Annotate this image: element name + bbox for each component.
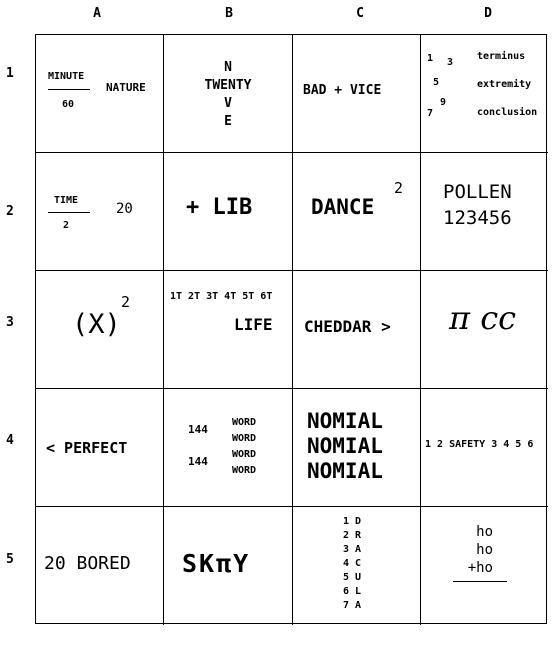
cell-c4[interactable] (293, 389, 421, 507)
cell-c1[interactable] (293, 35, 421, 153)
fraction-bar (48, 89, 90, 90)
number-text: 144 (188, 455, 208, 468)
sum-line: ho (476, 524, 493, 540)
column-header-b: B (225, 6, 233, 21)
cell-c3[interactable] (293, 271, 421, 389)
word-item: WORD (232, 433, 257, 444)
cell-a1[interactable] (36, 35, 164, 153)
line-item: NOMIAL (307, 434, 383, 458)
line-item: NOMIAL (307, 459, 383, 483)
numerator-text: MINUTE (48, 71, 85, 82)
acrostic-row: 5 U (343, 572, 362, 583)
acrostic-row: 3 A (343, 544, 362, 555)
word-item: WORD (232, 449, 257, 460)
numerator-text: TIME (54, 195, 79, 206)
line-list (307, 409, 383, 484)
cell-b1[interactable] (164, 35, 293, 153)
cell-a2[interactable] (36, 153, 164, 271)
word-text: LIFE (234, 315, 273, 334)
word-item: WORD (232, 417, 257, 428)
sum-line: +ho (467, 560, 493, 576)
digits-text: 123456 (443, 207, 512, 229)
number-text: 9 (440, 97, 447, 108)
word-item: WORD (232, 465, 257, 476)
cell-d3[interactable] (421, 271, 548, 389)
word-text: NATURE (106, 81, 146, 94)
word-text: DANCE (311, 195, 375, 219)
acrostic-list (343, 515, 361, 613)
cell-a4[interactable] (36, 389, 164, 507)
row-header-1: 1 (6, 66, 14, 81)
cell-text: SKπY (182, 549, 251, 578)
number-text: 144 (188, 423, 208, 436)
number-text: 5 (433, 77, 440, 88)
stack-letter: V (224, 96, 232, 111)
sum-bar (453, 581, 507, 582)
cell-c2[interactable] (293, 153, 421, 271)
row-header-3: 3 (6, 315, 14, 330)
word-text: conclusion (477, 107, 538, 118)
cell-d2[interactable] (421, 153, 548, 271)
tops-text: 1T 2T 3T 4T 5T 6T (170, 291, 273, 302)
exponent-text: 2 (394, 179, 404, 197)
cell-d4[interactable] (421, 389, 548, 507)
acrostic-row: 6 L (343, 586, 362, 597)
acrostic-row: 1 D (343, 516, 362, 527)
word-text: POLLEN (443, 181, 512, 203)
cell-text: 20 BORED (44, 553, 131, 574)
cell-d5[interactable] (421, 507, 548, 625)
stack-letter: N (224, 60, 232, 75)
cell-c5[interactable] (293, 507, 421, 625)
cell-b4[interactable] (164, 389, 293, 507)
word-text: terminus (477, 51, 526, 62)
cell-b3[interactable] (164, 271, 293, 389)
number-text: 7 (427, 108, 434, 119)
column-header-a: A (93, 6, 101, 21)
cell-a5[interactable] (36, 507, 164, 625)
cell-b2[interactable] (164, 153, 293, 271)
fraction-bar (48, 212, 90, 213)
cell-text: CHEDDAR > (304, 317, 391, 336)
sum-line: ho (476, 542, 493, 558)
base-text: (X) (72, 309, 121, 340)
cell-b5[interactable] (164, 507, 293, 625)
puzzle-grid (35, 34, 547, 624)
exponent-text: 2 (121, 293, 131, 311)
cell-d1[interactable] (421, 35, 548, 153)
row-header-5: 5 (6, 552, 14, 567)
cell-a3[interactable] (36, 271, 164, 389)
word-text: extremity (477, 79, 532, 90)
number-text: 20 (116, 201, 133, 217)
number-text: 1 (427, 53, 434, 64)
stack-letter: E (224, 114, 232, 129)
sum-list (461, 523, 493, 577)
cell-text: BAD + VICE (303, 83, 382, 98)
row-header-2: 2 (6, 204, 14, 219)
number-text: 3 (447, 57, 454, 68)
vertical-stack (164, 59, 292, 131)
cell-text: < PERFECT (46, 439, 128, 457)
denominator-text: 2 (63, 220, 70, 231)
denominator-text: 60 (62, 99, 75, 110)
row-header-4: 4 (6, 433, 14, 448)
word-list (232, 415, 256, 479)
column-header-d: D (484, 6, 492, 21)
acrostic-row: 7 A (343, 600, 362, 611)
cell-text: π cc (449, 299, 517, 337)
column-header-c: C (356, 6, 364, 21)
line-item: NOMIAL (307, 409, 383, 433)
acrostic-row: 4 C (343, 558, 362, 569)
cell-text: 1 2 SAFETY 3 4 5 6 (425, 439, 534, 450)
stack-letter: TWENTY (204, 78, 252, 93)
cell-text: + LIB (186, 195, 253, 220)
acrostic-row: 2 R (343, 530, 362, 541)
